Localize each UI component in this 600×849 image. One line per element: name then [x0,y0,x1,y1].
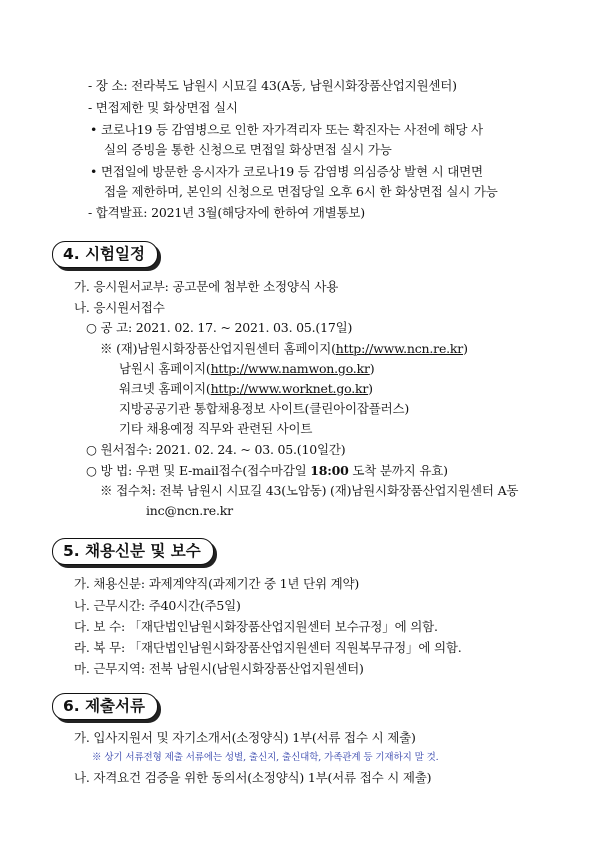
receipt-method-text: ○ 방 법: 우편 및 E-mail접수(접수마감일 [86,463,311,478]
section-6-item-ga: 가. 입사지원서 및 자기소개서(소정양식) 1부(서류 접수 시 제출) [74,730,416,745]
restriction-bullet-2-line-2: 접을 제한하며, 본인의 신청으로 면접당일 오후 6시 한 화상면접 실시 가능 [104,184,498,199]
site-ncn-link[interactable]: http://www.ncn.re.kr [335,341,464,356]
receipt-method-suffix: 도착 분까지 유효) [348,463,448,478]
section-5-item-ga: 가. 채용신분: 과제계약직(과제기간 중 1년 단위 계약) [74,576,360,591]
site-ncn: ※ (재)남원시화장품산업지원센터 홈페이지(http://www.ncn.re.kr) [100,341,468,356]
section-6-note: ※ 상기 서류전형 제출 서류에는 성별, 출신지, 출신대학, 가족관계 등 기재하지 말 것. [92,752,439,763]
section-6-heading: 6. 제출서류 [52,693,158,720]
section-6-item-na: 나. 자격요건 검증을 위한 동의서(소정양식) 1부(서류 접수 시 제출) [74,770,432,785]
section-5-item-da: 다. 보 수: 「재단법인남원시화장품산업지원센터 보수규정」에 의함. [74,619,438,634]
site-worknet-label: 워크넷 홈페이지( [119,381,211,396]
receipt-deadline-time: 18:00 [310,463,349,478]
restriction-bullet-1-line-1: • 코로나19 등 감염병으로 인한 자가격리자 또는 확진자는 사전에 해당 사 [90,122,483,137]
site-namwon-link[interactable]: http://www.namwon.go.kr [210,361,370,376]
restriction-bullet-2-line-1: • 면접일에 방문한 응시자가 코로나19 등 감염병 의심증상 발현 시 대면면 [90,164,483,179]
site-namwon-label: 남원시 홈페이지( [119,361,211,376]
section-5-item-ma: 마. 근무지역: 전북 남원시(남원시화장품산업지원센터) [74,661,364,676]
section-4-heading: 4. 시험일정 [52,241,158,268]
result-announcement: - 합격발표: 2021년 3월(해당자에 한하여 개별통보) [88,205,365,220]
site-namwon: 남원시 홈페이지(http://www.namwon.go.kr) [119,361,375,376]
site-worknet: 워크넷 홈페이지(http://www.worknet.go.kr) [119,381,373,396]
site-clean-eye: 지방공공기관 통합채용정보 사이트(클린아이잡플러스) [119,401,410,416]
receipt-email: inc@ncn.re.kr [146,503,233,518]
section-4-item-na: 나. 응시원서접수 [74,300,165,315]
section-5-heading: 5. 채용신분 및 보수 [52,538,214,565]
restriction-bullet-1-line-2: 실의 증빙을 통한 신청으로 면접일 화상면접 실시 가능 [104,142,392,157]
receipt-period: ○ 원서접수: 2021. 02. 24. ~ 03. 05.(10일간) [86,442,346,457]
receipt-place: ※ 접수처: 전북 남원시 시묘길 43(노암동) (재)남원시화장품산업지원센터 A동 [100,483,519,498]
section-5-item-na: 나. 근무시간: 주40시간(주5일) [74,598,241,613]
interview-location: - 장 소: 전라북도 남원시 시묘길 43(A동, 남원시화장품산업지원센터) [88,78,457,93]
interview-restriction-title: - 면접제한 및 화상면접 실시 [88,100,238,115]
site-ncn-label: ※ (재)남원시화장품산업지원센터 홈페이지( [100,341,336,356]
site-other: 기타 채용예정 직무와 관련된 사이트 [119,421,313,436]
section-5-item-ra: 라. 복 무: 「재단법인남원시화장품산업지원센터 직원복무규정」에 의함. [74,640,462,655]
receipt-method [86,461,448,481]
site-worknet-link[interactable]: http://www.worknet.go.kr [210,381,369,396]
section-4-item-ga: 가. 응시원서교부: 공고문에 첨부한 소정양식 사용 [74,279,339,294]
notice-period: ○ 공 고: 2021. 02. 17. ~ 2021. 03. 05.(17일) [86,320,353,335]
